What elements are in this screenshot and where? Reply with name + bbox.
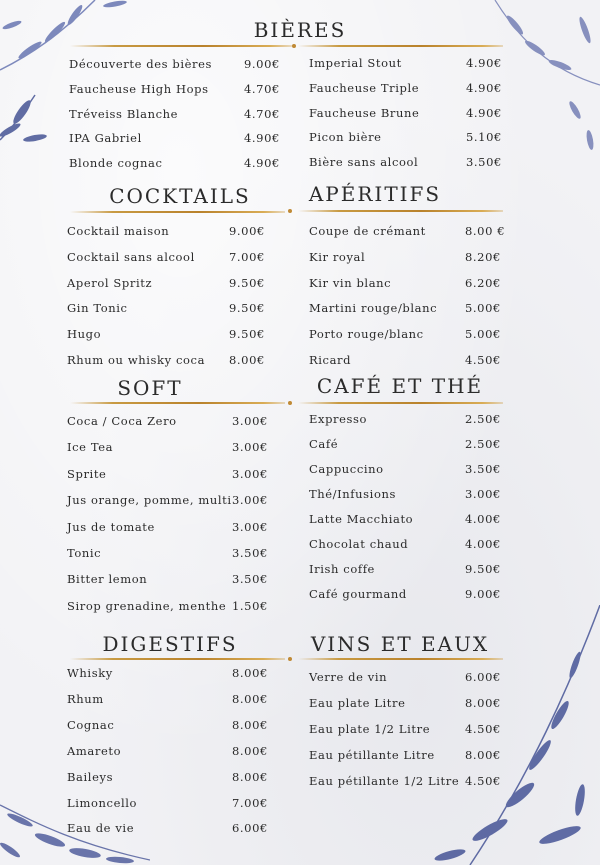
menu-item-name: Verre de vin: [309, 670, 388, 684]
menu-item-name: Chocolat chaud: [309, 537, 409, 551]
menu-item-name: Faucheuse High Hops: [69, 81, 209, 96]
menu-item-price: 3.00€: [232, 440, 268, 455]
menu-item-price: 3.50€: [232, 572, 268, 587]
menu-item-price: 4.90€: [466, 56, 502, 70]
separator-dot-icon: [288, 657, 292, 661]
menu-item-name: Cocktail maison: [67, 224, 170, 238]
separator-dot-icon: [288, 209, 292, 213]
menu-item-name: Limoncello: [67, 795, 138, 810]
menu-item-name: Faucheuse Triple: [309, 80, 420, 95]
menu-item-price: 4.90€: [466, 80, 502, 95]
menu-item-name: Tréveiss Blanche: [69, 106, 179, 121]
menu-item-name: Porto rouge/blanc: [309, 327, 424, 342]
menu-item-price: 9.00€: [244, 57, 280, 71]
menu-item-name: Picon bière: [309, 130, 382, 145]
menu-item-price: 4.00€: [465, 512, 501, 526]
gold-divider: [70, 402, 285, 404]
menu-item-name: Ice Tea: [67, 440, 114, 455]
menu-item-price: 4.90€: [466, 105, 502, 120]
menu-item-price: 8.00€: [232, 769, 268, 784]
menu-item-name: Latte Macchiato: [309, 512, 414, 526]
menu-item-name: IPA Gabriel: [69, 131, 142, 146]
menu-item-price: 2.50€: [465, 412, 501, 426]
section-title-cocktails: COCKTAILS: [109, 184, 251, 208]
menu-item-price: 3.00€: [232, 414, 268, 428]
menu-item-price: 8.00€: [465, 747, 501, 762]
menu-item-name: Jus orange, pomme, multi: [67, 493, 232, 508]
menu-item-price: 9.50€: [465, 562, 501, 576]
menu-item-price: 8.00€: [232, 666, 268, 680]
menu-item-price: 9.50€: [229, 327, 265, 342]
menu-item-name: Eau de vie: [67, 821, 135, 836]
menu-item-price: 8.00€: [232, 743, 268, 758]
menu-item-price: 8.00 €: [465, 224, 506, 238]
menu-item-name: Blonde cognac: [69, 156, 163, 171]
menu-item-price: 4.70€: [244, 81, 280, 96]
menu-item-price: 8.00€: [465, 695, 501, 710]
menu-item-name: Cappuccino: [309, 462, 384, 476]
menu-item-name: Martini rouge/blanc: [309, 301, 438, 316]
menu-item-price: 4.50€: [465, 353, 501, 367]
section-title-vins: VINS ET EAUX: [310, 632, 490, 656]
menu-item-price: 6.20€: [465, 275, 501, 290]
menu-item-name: Tonic: [67, 546, 102, 560]
menu-item-price: 3.00€: [232, 519, 268, 534]
menu-item-price: 4.90€: [244, 131, 280, 146]
menu-item-price: 6.00€: [232, 821, 268, 836]
menu-item-name: Bitter lemon: [67, 572, 148, 587]
section-title-digestifs: DIGESTIFS: [102, 632, 238, 656]
menu-item-price: 3.50€: [232, 546, 268, 560]
section-title-bieres: BIÈRES: [253, 18, 347, 42]
menu-item-price: 9.50€: [229, 275, 265, 290]
menu-item-name: Café gourmand: [309, 587, 407, 601]
section-title-cafe: CAFÉ ET THÉ: [316, 374, 484, 398]
menu-item-name: Découverte des bières: [69, 57, 213, 71]
menu-item-name: Baileys: [67, 769, 114, 784]
menu-item-name: Eau plate Litre: [309, 695, 406, 710]
menu-item-name: Cocktail sans alcool: [67, 249, 195, 264]
menu-item-price: 8.20€: [465, 249, 501, 264]
menu-item-name: Kir vin blanc: [309, 275, 392, 290]
menu-item-name: Bière sans alcool: [309, 155, 419, 170]
menu-item-name: Ricard: [309, 353, 352, 367]
menu-item-name: Thé/Infusions: [309, 487, 396, 501]
gold-divider: [70, 211, 285, 213]
menu-item-name: Expresso: [309, 412, 368, 426]
menu-item-name: Coca / Coca Zero: [67, 414, 177, 428]
menu-item-price: 5.00€: [465, 301, 501, 316]
separator-dot-icon: [288, 401, 292, 405]
menu-item-name: Hugo: [67, 327, 102, 342]
menu-item-price: 3.50€: [465, 462, 501, 476]
menu-item-name: Gin Tonic: [67, 301, 128, 316]
menu-item-name: Eau pétillante 1/2 Litre: [309, 773, 460, 788]
menu-item-price: 5.00€: [465, 327, 501, 342]
menu-item-price: 9.50€: [229, 301, 265, 316]
menu-item-price: 4.90€: [244, 156, 280, 171]
menu-item-name: Amareto: [67, 743, 122, 758]
menu-item-name: Whisky: [67, 666, 113, 680]
menu-item-price: 3.00€: [465, 487, 501, 501]
menu-item-price: 9.00€: [229, 224, 265, 238]
menu-item-price: 5.10€: [466, 130, 502, 145]
menu-item-name: Cognac: [67, 717, 115, 732]
gold-divider: [70, 45, 292, 47]
menu-item-name: Café: [309, 437, 339, 451]
gold-divider: [298, 210, 503, 212]
menu-item-price: 9.00€: [465, 587, 501, 601]
menu-item-price: 6.00€: [465, 670, 501, 684]
menu-item-price: 8.00€: [232, 691, 268, 706]
gold-divider: [70, 658, 285, 660]
menu-item-name: Sirop grenadine, menthe: [67, 598, 227, 613]
menu-item-price: 8.00€: [232, 717, 268, 732]
section-title-soft: SOFT: [117, 376, 183, 400]
menu-item-price: 1.50€: [232, 598, 268, 613]
menu-item-name: Coupe de crémant: [309, 224, 426, 238]
menu-item-price: 2.50€: [465, 437, 501, 451]
gold-divider: [298, 658, 503, 660]
menu-item-price: 3.00€: [232, 466, 268, 481]
menu-item-name: Sprite: [67, 466, 107, 481]
menu-item-name: Rhum ou whisky coca: [67, 353, 206, 367]
lavender-sprig-icon: [490, 0, 600, 180]
menu-item-name: Faucheuse Brune: [309, 105, 420, 120]
gold-divider: [298, 45, 503, 47]
menu-item-name: Kir royal: [309, 249, 366, 264]
menu-item-name: Irish coffe: [309, 562, 375, 576]
separator-dot-icon: [292, 44, 296, 48]
gold-divider: [298, 402, 503, 404]
menu-item-name: Aperol Spritz: [67, 275, 153, 290]
menu-item-name: Rhum: [67, 691, 104, 706]
menu-item-name: Jus de tomate: [67, 519, 155, 534]
menu-item-price: 8.00€: [229, 353, 265, 367]
menu-item-price: 3.00€: [232, 493, 268, 508]
section-title-aperitifs: APÉRITIFS: [308, 182, 442, 206]
menu-item-price: 3.50€: [466, 155, 502, 170]
menu-item-name: Eau pétillante Litre: [309, 747, 435, 762]
menu-item-name: Eau plate 1/2 Litre: [309, 721, 431, 736]
menu-item-price: 7.00€: [229, 249, 265, 264]
menu-item-price: 4.50€: [465, 721, 501, 736]
menu-item-name: Imperial Stout: [309, 56, 402, 70]
menu-item-price: 4.00€: [465, 537, 501, 551]
menu-item-price: 7.00€: [232, 795, 268, 810]
menu-item-price: 4.70€: [244, 106, 280, 121]
menu-item-price: 4.50€: [465, 773, 501, 788]
